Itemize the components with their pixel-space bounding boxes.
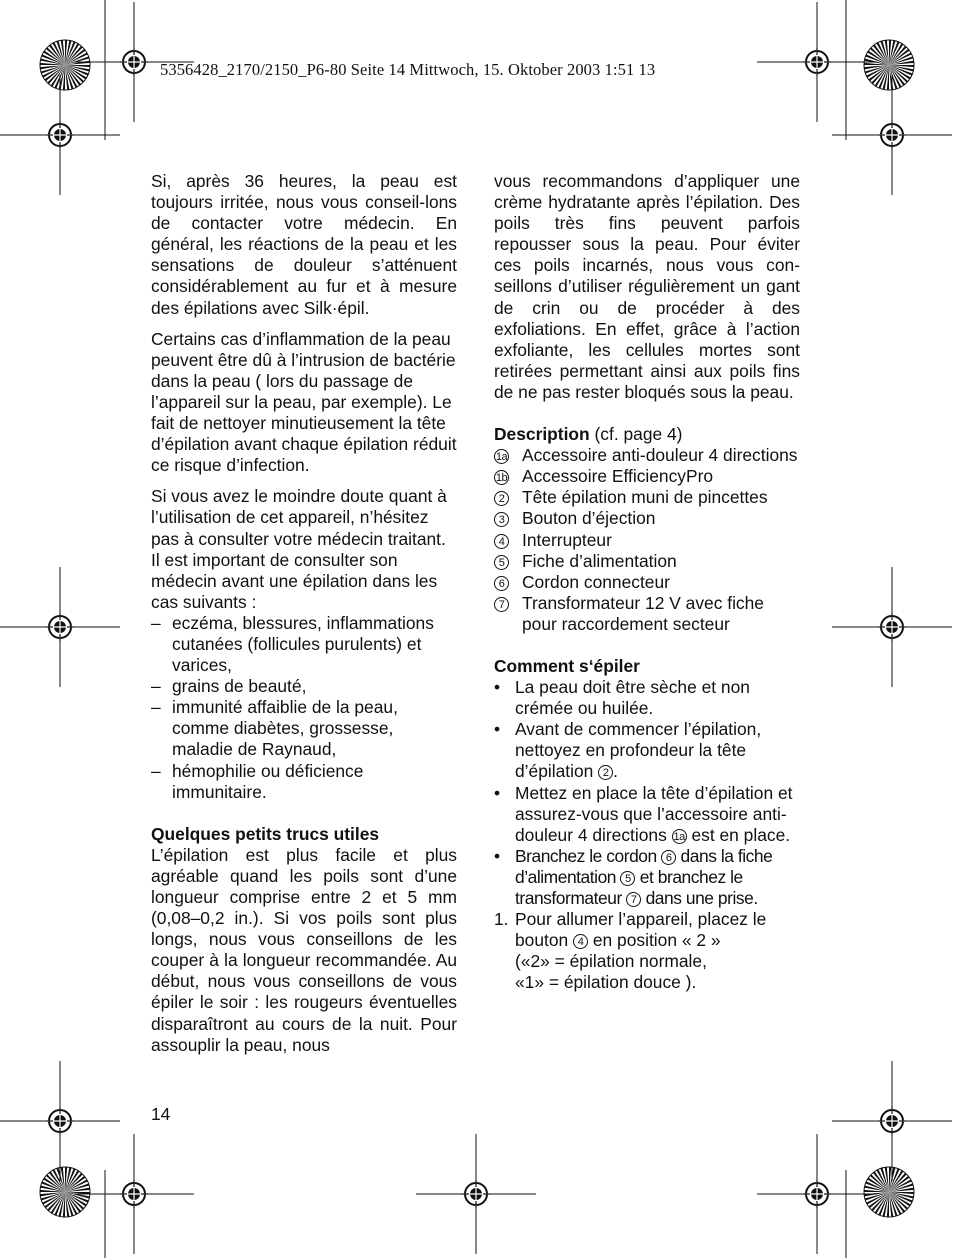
list-item: 1b Accessoire EfficiencyPro [495,466,714,487]
list-item: – hémophilie ou déficience immunitaire. [151,760,364,802]
tips-text: L’épilation est plus facile et plus agréable quand les poils sont d’une longueur comprise entre 2 et 5 mm (0,08–0,2 in.). Si vos poils sont plus longs, nous vous conseillons de les couper à la longueur recommandée. Au début, nous vous conseillons de vous épiler le soir : les rougeurs éventuelles disparaîtront au cours de la nuit. Pour assouplir la peau, nous [151,844,457,1055]
number-badge: 5 [494,555,509,570]
list-item: • La peau doit être sèche et non crémée ou huilée. [494,677,750,719]
left-column [151,171,457,1056]
list-item: – immunité affaiblie de la peau, comme diabètes, grossesse, maladie de Raynaud, [151,697,398,760]
corner-star-target-icon [40,1167,90,1217]
paragraph-irritation: Si, après 36 heures, la peau est toujours irritée, nous vous conseil-lons de contacter votre médecin. En général, les réactions de la peau et les sensations de douleur s’atténuent considérablement au fur et à mesure des épilations avec Silk·épil. [151,171,457,318]
list-item: 6 Cordon connecteur [494,572,800,593]
corner-star-target-icon [864,40,914,90]
number-badge: 3 [494,512,509,527]
registration-mark-icon [0,567,120,687]
corner-star-target-icon [864,1167,914,1217]
registration-mark-icon [416,1134,536,1254]
page-number: 14 [151,1104,171,1124]
list-item: – eczéma, blessures, inflammations cutanées (follicules purulents) et varices, [151,612,434,676]
paragraph-continued: vous recommandons d’appliquer une crème hydratante après l’épilation. Des poils très fins peuvent parfois repousser sous la peau. Pour éviter ces poils incarnés, nous vous con-seillons d’utiliser régulièrement un gant de crin ou de procéder à des exfoliations. En effet, grâce à l’action exfoliante, les cellules mortes sont retirées permettant ainsi aux poils fins de ne pas rester bloqués sous la peau. [494,171,800,402]
paragraph-doubt: Si vous avez le moindre doute quant à l’utilisation de cet appareil, n’hésitez pas à consulter votre médecin traitant. Il est important de consulter son médecin avant une épilation dans les cas suivants : [151,486,447,612]
number-badge: 4 [494,534,509,549]
list-item: • Avant de commencer l’épilation, nettoyez en profondeur la tête d’épilation 2 . [494,719,762,782]
list-item: • Mettez en place la tête d’épilation et assurez-vous que l’accessoire anti-douleur 4 directions 1a est en place. [494,782,793,845]
number-badge: 7 [494,597,509,612]
number-badge: 1b [495,472,508,485]
registration-mark-icon [0,75,120,195]
registration-mark-icon [757,1134,877,1254]
number-badge: 6 [661,850,676,865]
list-item: 1. Pour allumer l’appareil, placez le bouton 4 en position « 2 » («2» = épilation normale, «1» = épilation douce ). [494,909,767,993]
description-heading-line [494,424,800,445]
list-item: • Branchez le cordon 6 dans la fiche d’alimentation 5 et branchez le transformateur 7 dans une prise. [494,845,773,908]
list-item: 7 Transformateur 12 V avec fiche pour raccordement secteur [494,593,800,635]
right-column [494,171,800,993]
number-badge: 6 [494,576,509,591]
number-badge: 1a [673,830,685,843]
registration-mark-icon [757,2,877,122]
list-item: 4 Interrupteur [494,530,800,551]
number-badge: 7 [626,892,641,907]
how-to-bullets [494,677,800,909]
registration-mark-icon [0,1061,120,1181]
how-to-heading: Comment s‘épiler [494,655,640,676]
registration-mark-icon [832,1061,952,1181]
tips-heading: Quelques petits trucs utiles [151,823,380,844]
list-item: – grains de beauté, [151,676,307,697]
list-item: 3 Bouton d’éjection [494,508,800,529]
number-badge: 5 [620,871,635,886]
number-badge: 1a [495,451,508,464]
registration-mark-icon [832,75,952,195]
paragraph-inflammation: Certains cas d’inflammation de la peau peuvent être dû à l’intrusion de bactérie dans la peau ( lors du passage de l’appareil sur la peau, par exemple). Le fait de nettoyer minutieusement la tête d’épilation avant chaque épilation réduit ce risque d’infection. [151,328,457,476]
description-heading: Description [494,424,590,445]
number-badge: 2 [598,765,613,780]
list-item: 2 Tête épilation muni de pincettes [494,487,800,508]
description-list [494,445,800,635]
print-slug-line: 5356428_2170/2150_P6-80 Seite 14 Mittwoch, 15. Oktober 2003 1:51 13 [160,60,656,79]
number-badge: 2 [494,491,509,506]
steps-list [494,909,800,993]
corner-star-target-icon [40,40,90,90]
conditions-list [151,613,457,803]
list-item: 5 Fiche d’alimentation [494,551,800,572]
number-badge: 4 [573,934,588,949]
description-page-ref: (cf. page 4) [589,424,683,445]
list-item: 1a Accessoire anti-douleur 4 directions [495,445,798,466]
registration-mark-icon [832,567,952,687]
registration-mark-icon [74,1134,194,1254]
